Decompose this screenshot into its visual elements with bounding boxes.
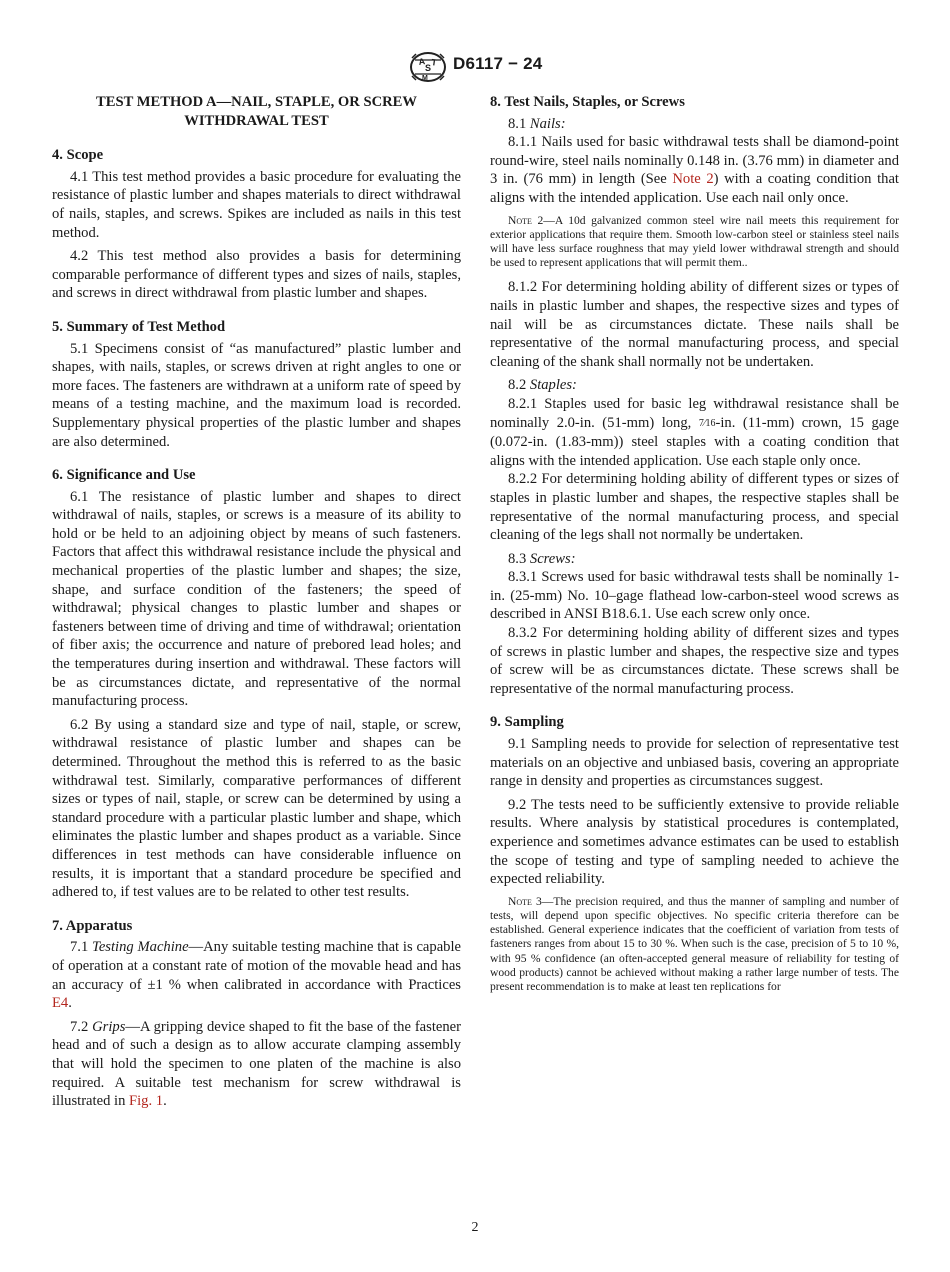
para-8-3-1: 8.3.1 Screws used for basic withdrawal tests shall be nominally 1-in. (25-mm) No. 10–gage flathead low-carbon-steel wood screws as described in ANSI B18.6.1. Use each screw only once. — [490, 569, 899, 623]
term-testing-machine: Testing Machine — [92, 939, 189, 956]
section-9-heading: 9. Sampling — [490, 714, 564, 731]
section-8-heading: 8. Test Nails, Staples, or Screws — [490, 94, 685, 110]
para-9-1: 9.1 Sampling needs to provide for selection of representative test materials on an objective and unbiased basis, covering an appropriate range in density and properties as circumstances suggest. — [490, 736, 899, 790]
section-4-heading: 4. Scope — [52, 147, 104, 164]
link-note-2[interactable]: Note 2 — [672, 171, 714, 188]
para-8-1-2: 8.1.2 For determining holding ability of different sizes or types of nails in plastic lumber and shapes, the respective sizes and types of nail will be as circumstances dictate. These nails shall be representative of the normal manufacturing process, and special cleaning of the shank shall normally not be undertaken. — [490, 279, 899, 370]
test-method-title: TEST METHOD A—NAIL, STAPLE, OR SCREW WITHDRAWAL TEST — [96, 94, 417, 129]
para-8-1: 8.1 Nails: — [508, 115, 566, 132]
term-grips: Grips — [92, 1018, 126, 1035]
right-column — [490, 93, 899, 1002]
para-8-2-2: 8.2.2 For determining holding ability of different types or sizes of staples in plastic lumber and shapes, the respective staples shall be representative of the normal manufacturing process, and special cleaning of the legs shall not normally be undertaken. — [490, 471, 899, 544]
para-7-1: 7.1 Testing Machine—Any suitable testing machine that is capable of operation at a constant rate of motion of the movable head and has an accuracy of ±1 % when calibrated in accordance with Practices E4. — [52, 939, 462, 1012]
left-column — [52, 93, 461, 1116]
link-fig-1[interactable]: Fig. 1 — [129, 1093, 164, 1110]
para-9-2: 9.2 The tests need to be sufficiently extensive to provide reliable results. Where analysis by statistical procedures is contemplated, experience and sometimes advance estimates can be used to establish the scope of testing and type of sampling needed to achieve the expected reliability. — [490, 796, 899, 888]
section-6-heading: 6. Significance and Use — [52, 467, 196, 484]
para-8-3: 8.3 Screws: — [508, 550, 576, 567]
para-5-1: 5.1 Specimens consist of “as manufactured” plastic lumber and shapes, with nails, staples, or screws driven at right angles to one or more faces. The fasteners are withdrawn at a uniform rate of speed by means of a testing machine, and the maximum load is recorded. Supplementary physical properties of the plastic lumber and shapes are also determined. — [52, 340, 461, 450]
para-6-2: 6.2 By using a standard size and type of nail, staple, or screw, withdrawal resistance of plastic lumber and shapes can be determined. Throughout the method this is referred to as the basic withdrawal test. Similarly, comparative performances of different sizes or types of nail, staple, or screw can be determined by using a standard procedure with a particular plastic lumber and shape, which eliminates the plastic lumber and shapes product as a variable. Since differences in test methods can have considerable influence on results, it is important that a standard procedure be specified and adhered to, if test values are to be related to other test results. — [52, 716, 461, 901]
para-8-2: 8.2 Staples: — [508, 377, 577, 394]
para-8-1-1: 8.1.1 Nails used for basic withdrawal tests shall be diamond-point round-wire, steel nails nominally 0.148 in. (3.76 mm) in diameter and 3 in. (76 mm) in length (See Note 2) with a coating condition that aligns with the intended application. Use each nail only once. — [490, 134, 899, 206]
para-4-2: 4.2 This test method also provides a basis for determining comparable performance of different types and sizes of nails, staples, and screws in direct withdrawal from plastic lumber and shapes. — [52, 248, 461, 302]
page-number: 2 — [471, 1220, 479, 1235]
page-header — [0, 50, 950, 86]
section-7-heading: 7. Apparatus — [52, 917, 133, 934]
standard-designation: D6117 − 24 — [453, 54, 543, 73]
svg-text:S: S — [425, 63, 432, 73]
para-7-2: 7.2 Grips—A gripping device shaped to fit the base of the fastener head and of such a design as to allow accurate clamping assembly that will hold the specimen to one platen of the machine is also required. A suitable test mechanism for screw withdrawal is illustrated in Fig. 1. — [52, 1018, 461, 1110]
svg-text:M: M — [422, 75, 428, 82]
section-5-heading: 5. Summary of Test Method — [52, 318, 226, 335]
para-8-2-1: 8.2.1 Staples used for basic leg withdrawal resistance shall be nominally 2.0-in. (51-mm) long, 7⁄16-in. (11-mm) crown, 15 gage (0.072-in. (1.83-mm)) steel staples with a coating condition that aligns with the intended application. Use each staple only once. — [490, 395, 899, 469]
note-3: Note 3—The precision required, and thus the manner of sampling and number of tests, will depend upon specific objectives. No specific criteria therefore can be established. General experience indicates that the coefficient of variation from tests of fasteners ranges from about 15 to 30 %. When such is the case, precision of 5 to 10 %, with 95 % confidence (an often-accepted general measure of reliability for testing of wood products) cannot be achieved without making a rather large number of tests. The present recommendation is to make at least ten replications for — [490, 894, 899, 993]
note-2: Note 2—A 10d galvanized common steel wire nail meets this requirement for exterior applications that require them. Smooth low-carbon steel or stainless steel nails will have less surface roughness that may yield lower withdrawal strength and should be used to represent applications that will permit them.. — [490, 213, 899, 270]
svg-text:A: A — [417, 56, 426, 67]
para-8-3-2: 8.3.2 For determining holding ability of different sizes and types of screws in plastic lumber and shapes, the respective size and types of screw will be as circumstances dictate. These screws shall be representative of the normal manufacturing process. — [490, 625, 899, 697]
link-e4[interactable]: E4 — [52, 995, 69, 1012]
para-4-1: 4.1 This test method provides a basic procedure for evaluating the resistance of plastic lumber and shapes materials to direct withdrawal of nails, staples, and screws. Spikes are included as nails in this test method. — [52, 168, 461, 241]
svg-text:T: T — [430, 57, 438, 68]
astm-logo-icon — [408, 50, 448, 84]
para-6-1: 6.1 The resistance of plastic lumber and shapes to direct withdrawal of nails, staples, or screws is a measure of its ability to hold or be held to an adjoining object by means of such fasteners. Factors that affect this withdrawal resistance include the physical and mechanical properties of the plastic lumber and shapes; the size, shape, and surface condition of the fasteners; the speed of withdrawal; physical changes to plastic lumber and shapes or fasteners between time of driving and time of withdrawal; orientation of fiber axis; the occurrence and nature of prebored lead holes; and the temperatures during insertion and withdrawal. These factors will be as circumstances dictate, and representative of the normal manufacturing process. — [52, 488, 461, 710]
